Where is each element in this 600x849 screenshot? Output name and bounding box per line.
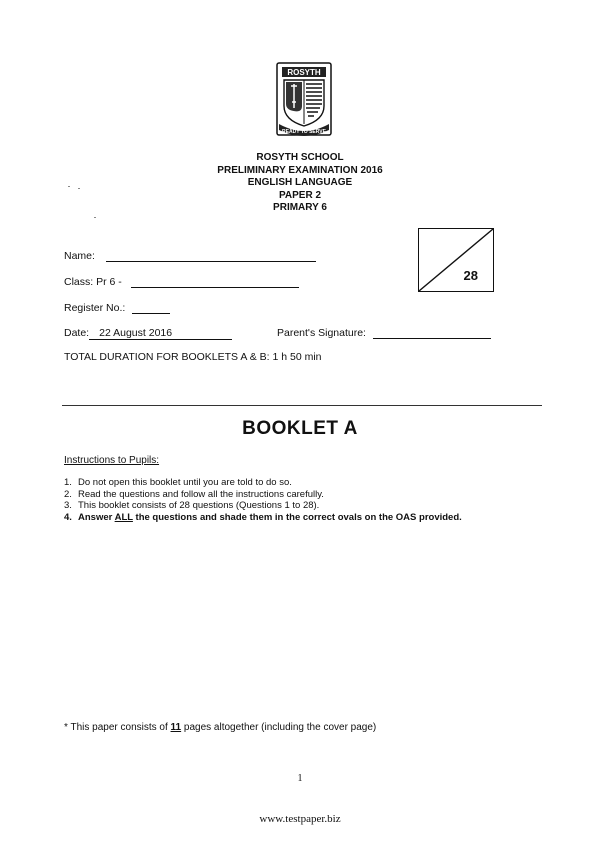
register-line[interactable] xyxy=(132,303,170,314)
class-label: Class: xyxy=(64,276,94,288)
crest-motto-text: READY TO SERVE xyxy=(282,129,326,135)
instruction-item: 2. Read the questions and follow all the instructions carefully. xyxy=(64,488,324,500)
instruction-item: 3. This booklet consists of 28 questions (Questions 1 to 28). xyxy=(64,500,320,511)
instructions-list xyxy=(64,477,462,523)
school-crest-logo xyxy=(276,62,332,136)
scan-speck xyxy=(68,186,70,187)
register-label: Register No.: xyxy=(64,302,126,314)
signature-label: Parent's Signature: xyxy=(277,327,366,339)
school-name: ROSYTH SCHOOL xyxy=(256,152,344,163)
date-label: Date: xyxy=(64,327,90,339)
score-total: 28 xyxy=(463,268,478,283)
page-number: 1 xyxy=(297,773,303,784)
score-box xyxy=(418,228,494,292)
class-value: Pr 6 - xyxy=(96,276,122,288)
signature-field xyxy=(277,327,491,339)
instruction-item: 4. Answer ALL the questions and shade them in the correct ovals on the OAS provided. xyxy=(64,511,462,523)
name-label: Name: xyxy=(64,250,95,262)
name-line[interactable] xyxy=(106,251,316,262)
register-field xyxy=(64,302,170,314)
paper-title: PAPER 2 xyxy=(278,189,322,201)
exam-header xyxy=(0,152,600,215)
page-count-footnote: * This paper consists of 11 pages altogether (including the cover page) xyxy=(64,722,377,733)
subject-title: ENGLISH LANGUAGE xyxy=(247,177,353,188)
scan-speck xyxy=(78,188,80,189)
date-value: 22 August 2016 xyxy=(89,327,232,340)
instructions-heading: Instructions to Pupils: xyxy=(64,455,160,466)
exam-title: PRELIMINARY EXAMINATION 2016 xyxy=(217,164,383,176)
page-count: 11 xyxy=(170,722,182,733)
crest-name-text: ROSYTH xyxy=(287,68,321,77)
class-line[interactable] xyxy=(131,277,299,288)
section-divider xyxy=(62,405,542,406)
booklet-title: BOOKLET A xyxy=(242,418,358,439)
class-field xyxy=(64,276,299,288)
name-field xyxy=(64,250,316,262)
duration-text: TOTAL DURATION FOR BOOKLETS A & B: 1 h 50 min xyxy=(64,351,322,363)
website-footer: www.testpaper.biz xyxy=(259,813,341,825)
date-field xyxy=(64,327,232,340)
scan-speck xyxy=(94,217,96,218)
score-box-diagonal xyxy=(419,229,493,291)
instruction-item: 1. Do not open this booklet until you are told to do so. xyxy=(64,477,292,488)
level-title: PRIMARY 6 xyxy=(273,202,327,213)
signature-line[interactable] xyxy=(373,328,491,339)
